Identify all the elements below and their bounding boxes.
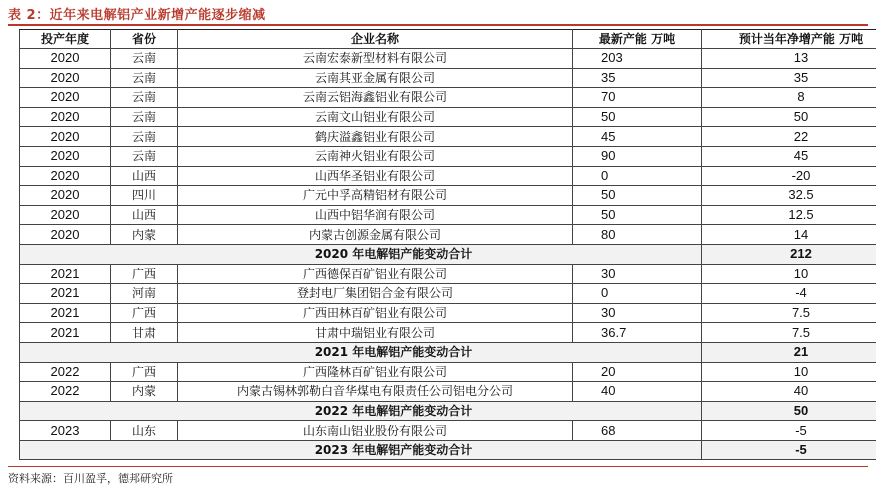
company-cell: 内蒙古锡林郭勒白音华煤电有限责任公司铝电分公司: [178, 382, 573, 402]
year-cell: 2023: [20, 421, 111, 441]
net-cell: 35: [702, 68, 876, 88]
capacity-cell: 0: [573, 284, 702, 304]
table-row: [20, 186, 876, 206]
year-cell: 2021: [20, 323, 111, 343]
net-cell: 7.5: [702, 323, 876, 343]
capacity-table: [19, 29, 876, 460]
company-cell: 云南其亚金属有限公司: [178, 68, 573, 88]
source-note: 资料来源：百川盈孚，德邦研究所: [8, 472, 173, 485]
capacity-cell: 20: [573, 362, 702, 382]
title-rule: [8, 24, 868, 26]
net-cell: 22: [702, 127, 876, 147]
year-cell: 2022: [20, 382, 111, 402]
table-row: [20, 68, 876, 88]
net-cell: 45: [702, 146, 876, 166]
table-row: [20, 362, 876, 382]
header-year: 投产年度: [20, 30, 111, 49]
table-row: [20, 146, 876, 166]
year-cell: 2020: [20, 225, 111, 245]
table-row: [20, 205, 876, 225]
year-cell: 2020: [20, 127, 111, 147]
net-cell: 8: [702, 88, 876, 108]
table-row: [20, 382, 876, 402]
company-cell: 鹤庆溢鑫铝业有限公司: [178, 127, 573, 147]
subtotal-value: -5: [702, 440, 876, 460]
subtotal-label: 2022 年电解铝产能变动合计: [20, 401, 702, 421]
net-cell: 14: [702, 225, 876, 245]
province-cell: 河南: [111, 284, 178, 304]
net-cell: 10: [702, 264, 876, 284]
company-cell: 广西田林百矿铝业有限公司: [178, 303, 573, 323]
capacity-cell: 40: [573, 382, 702, 402]
subtotal-label: 2023 年电解铝产能变动合计: [20, 440, 702, 460]
table-row: [20, 284, 876, 304]
capacity-cell: 50: [573, 186, 702, 206]
province-cell: 山西: [111, 205, 178, 225]
province-cell: 内蒙: [111, 225, 178, 245]
subtotal-label: 2020 年电解铝产能变动合计: [20, 244, 702, 264]
table-row: [20, 421, 876, 441]
table-body: [20, 49, 876, 460]
province-cell: 云南: [111, 107, 178, 127]
capacity-cell: 30: [573, 303, 702, 323]
province-cell: 山西: [111, 166, 178, 186]
company-cell: 登封电厂集团铝合金有限公司: [178, 284, 573, 304]
capacity-cell: 68: [573, 421, 702, 441]
company-cell: 广元中孚高精铝材有限公司: [178, 186, 573, 206]
table-row: [20, 107, 876, 127]
province-cell: 广西: [111, 264, 178, 284]
year-cell: 2021: [20, 303, 111, 323]
company-cell: 山西中铝华润有限公司: [178, 205, 573, 225]
subtotal-row: [20, 401, 876, 421]
source-rule: [8, 466, 868, 467]
header-net: 预计当年净增产能 万吨: [702, 30, 876, 49]
table-row: [20, 303, 876, 323]
province-cell: 内蒙: [111, 382, 178, 402]
net-cell: 32.5: [702, 186, 876, 206]
province-cell: 山东: [111, 421, 178, 441]
province-cell: 云南: [111, 68, 178, 88]
subtotal-row: [20, 244, 876, 264]
year-cell: 2021: [20, 264, 111, 284]
province-cell: 广西: [111, 362, 178, 382]
capacity-cell: 45: [573, 127, 702, 147]
net-cell: 40: [702, 382, 876, 402]
net-cell: 50: [702, 107, 876, 127]
province-cell: 四川: [111, 186, 178, 206]
capacity-cell: 0: [573, 166, 702, 186]
net-cell: 13: [702, 49, 876, 69]
company-cell: 内蒙古创源金属有限公司: [178, 225, 573, 245]
company-cell: 广西德保百矿铝业有限公司: [178, 264, 573, 284]
capacity-cell: 50: [573, 107, 702, 127]
capacity-cell: 203: [573, 49, 702, 69]
subtotal-label: 2021 年电解铝产能变动合计: [20, 342, 702, 362]
year-cell: 2020: [20, 146, 111, 166]
year-cell: 2020: [20, 68, 111, 88]
year-cell: 2020: [20, 205, 111, 225]
header-province: 省份: [111, 30, 178, 49]
table-title: 表 2：近年来电解铝产业新增产能逐步缩减: [8, 8, 266, 23]
table-row: [20, 127, 876, 147]
subtotal-row: [20, 440, 876, 460]
subtotal-row: [20, 342, 876, 362]
table-row: [20, 88, 876, 108]
company-cell: 云南神火铝业有限公司: [178, 146, 573, 166]
province-cell: 甘肃: [111, 323, 178, 343]
capacity-cell: 30: [573, 264, 702, 284]
table-row: [20, 166, 876, 186]
year-cell: 2020: [20, 88, 111, 108]
header-company: 企业名称: [178, 30, 573, 49]
net-cell: -4: [702, 284, 876, 304]
table-row: [20, 49, 876, 69]
capacity-cell: 90: [573, 146, 702, 166]
net-cell: 10: [702, 362, 876, 382]
year-cell: 2022: [20, 362, 111, 382]
net-cell: -20: [702, 166, 876, 186]
year-cell: 2020: [20, 107, 111, 127]
company-cell: 云南文山铝业有限公司: [178, 107, 573, 127]
net-cell: 12.5: [702, 205, 876, 225]
capacity-cell: 36.7: [573, 323, 702, 343]
year-cell: 2020: [20, 166, 111, 186]
company-cell: 云南宏泰新型材料有限公司: [178, 49, 573, 69]
company-cell: 山东南山铝业股份有限公司: [178, 421, 573, 441]
company-cell: 广西隆林百矿铝业有限公司: [178, 362, 573, 382]
capacity-cell: 50: [573, 205, 702, 225]
subtotal-value: 21: [702, 342, 876, 362]
company-cell: 山西华圣铝业有限公司: [178, 166, 573, 186]
province-cell: 云南: [111, 49, 178, 69]
province-cell: 云南: [111, 127, 178, 147]
province-cell: 云南: [111, 146, 178, 166]
year-cell: 2020: [20, 49, 111, 69]
province-cell: 广西: [111, 303, 178, 323]
year-cell: 2021: [20, 284, 111, 304]
header-capacity: 最新产能 万吨: [573, 30, 702, 49]
header-row: [20, 30, 876, 49]
table-row: [20, 323, 876, 343]
capacity-cell: 35: [573, 68, 702, 88]
company-cell: 云南云铝海鑫铝业有限公司: [178, 88, 573, 108]
net-cell: 7.5: [702, 303, 876, 323]
company-cell: 甘肃中瑞铝业有限公司: [178, 323, 573, 343]
table-row: [20, 264, 876, 284]
capacity-cell: 80: [573, 225, 702, 245]
province-cell: 云南: [111, 88, 178, 108]
table-row: [20, 225, 876, 245]
net-cell: -5: [702, 421, 876, 441]
capacity-cell: 70: [573, 88, 702, 108]
year-cell: 2020: [20, 186, 111, 206]
subtotal-value: 212: [702, 244, 876, 264]
subtotal-value: 50: [702, 401, 876, 421]
